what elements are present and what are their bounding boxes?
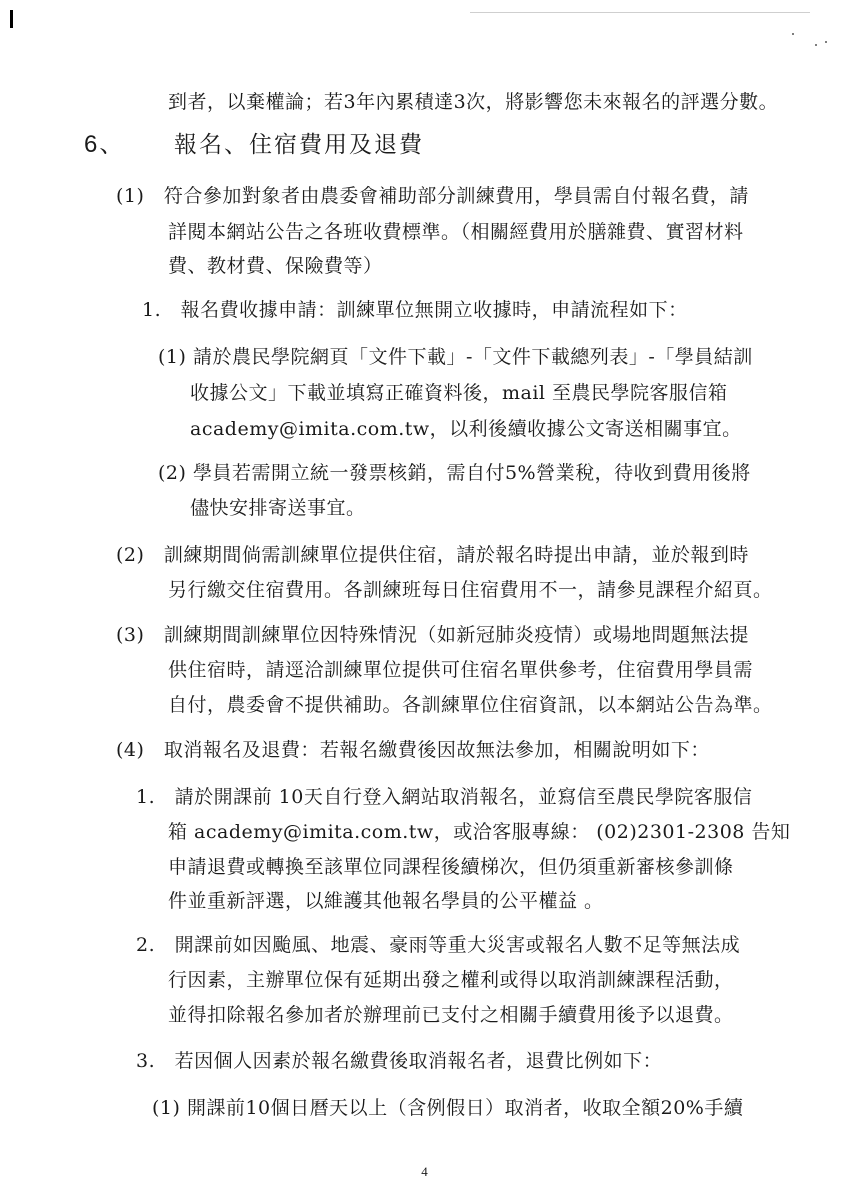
scan-edge-line bbox=[470, 12, 810, 13]
text-line: 詳閱本網站公告之各班收費標準。（相關經費用於膳雜費、實習材料 bbox=[168, 221, 744, 243]
text-line: 1. 報名費收據申請：訓練單位無開立收據時，申請流程如下： bbox=[142, 299, 688, 321]
section-heading bbox=[84, 133, 424, 157]
text-line: 行因素，主辦單位保有延期出發之權利或得以取消訓練課程活動， bbox=[168, 969, 734, 991]
text-line: 3. 若因個人因素於報名繳費後取消報名者，退費比例如下： bbox=[136, 1050, 663, 1072]
text-line: 2. 開課前如因颱風、地震、豪雨等重大災害或報名人數不足等無法成 bbox=[136, 934, 741, 956]
text-line: (3) 訓練期間訓練單位因特殊情況（如新冠肺炎疫情）或場地問題無法提 bbox=[116, 624, 749, 646]
text-line: 申請退費或轉換至該單位同課程後續梯次，但仍須重新審核參訓條 bbox=[168, 856, 734, 878]
text-line: 費、教材費、保險費等） bbox=[168, 255, 383, 277]
text-line: (1) 請於農民學院網頁「文件下載」-「文件下載總列表」-「學員結訓 bbox=[158, 346, 753, 368]
scan-speck bbox=[825, 41, 827, 43]
text-line: 供住宿時，請逕洽訓練單位提供可住宿名單供參考，住宿費用學員需 bbox=[168, 659, 754, 681]
text-line: 到者，以棄權論；若3年內累積達3次，將影響您未來報名的評選分數。 bbox=[168, 91, 779, 113]
text-line: (1) 開課前10個日曆天以上（含例假日）取消者，收取全額20%手續 bbox=[152, 1097, 744, 1119]
text-line: 儘快安排寄送事宜。 bbox=[190, 497, 366, 519]
section-title: 報名、住宿費用及退費 bbox=[173, 132, 424, 158]
text-line: 另行繳交住宿費用。各訓練班每日住宿費用不一，請參見課程介紹頁。 bbox=[168, 579, 773, 601]
text-line: 並得扣除報名參加者於辦理前已支付之相關手續費用後予以退費。 bbox=[168, 1004, 734, 1026]
text-line: (4) 取消報名及退費：若報名繳費後因故無法參加，相關說明如下： bbox=[116, 739, 710, 761]
section-number: 6、 bbox=[84, 131, 126, 158]
text-line: 箱 academy@imita.com.tw，或洽客服專線： (02)2301-2308 告知 bbox=[168, 821, 791, 843]
text-line: 自付，農委會不提供補助。各訓練單位住宿資訊，以本網站公告為準。 bbox=[168, 694, 773, 716]
page-number: 4 bbox=[421, 1164, 428, 1179]
text-line: 1. 請於開課前 10天自行登入網站取消報名，並寫信至農民學院客服信 bbox=[136, 786, 753, 808]
text-line: academy@imita.com.tw，以利後續收據公文寄送相關事宜。 bbox=[190, 418, 742, 440]
text-line: (2) 學員若需開立統一發票核銷，需自付5%營業稅，待收到費用後將 bbox=[158, 462, 751, 484]
text-line: (1) 符合參加對象者由農委會補助部分訓練費用，學員需自付報名費，請 bbox=[116, 185, 749, 207]
scan-speck bbox=[792, 33, 794, 35]
text-line: 件並重新評選，以維護其他報名學員的公平權益 。 bbox=[168, 890, 604, 912]
scan-mark bbox=[10, 10, 13, 28]
text-line: (2) 訓練期間倘需訓練單位提供住宿，請於報名時提出申請，並於報到時 bbox=[116, 544, 749, 566]
text-line: 收據公文」下載並填寫正確資料後，mail 至農民學院客服信箱 bbox=[190, 382, 728, 404]
scan-speck bbox=[815, 44, 817, 46]
